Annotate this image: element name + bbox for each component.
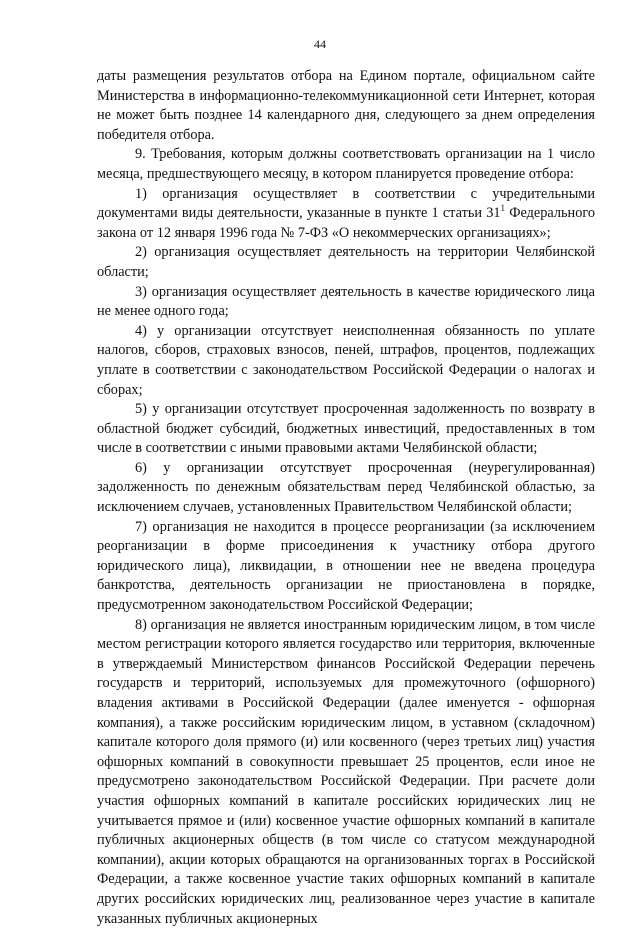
item-1-text: 1) организация осуществляет в соответствии с учредительными документами виды деятельности, указанные в пункте 1 статьи 31 <box>97 185 595 222</box>
item-1-text-tail: Федерального закона от 12 января 1996 года № 7-ФЗ «О некоммерческих организациях»; <box>97 205 595 241</box>
paragraph-item-8: 8) организация не является иностранным юридическим лицом, в том числе местом регистрации которого является государство или территория, включенные в утверждаемый Министерством финансов Российской Федерации перечень государств и территорий, используемых для промежуточного (офшорного) владения активами в Российской Федерации (далее именуется - офшорная компания), а также российским юридическим лицом, в уставном (складочном) капитале которого доля прямого (и) или косвенного (через третьих лиц) участия офшорных компаний в совокупности превышает 25 процентов, если иное не предусмотрено законодательством Российской Федерации. При расчете доли участия офшорных компаний в капитале российских юридических лиц не учитывается прямое и (или) косвенное участие офшорных компаний в капитале публичных акционерных обществ (в том числе со статусом международной компании), акции которых обращаются на организованных торгах в Российской Федерации, а также косвенное участие таких офшорных компаний в капитале других российских юридических лиц, реализованное через участие в капитале указанных публичных акционерных <box>97 616 595 927</box>
paragraph-item-2: 2) организация осуществляет деятельность на территории Челябинской области; <box>97 244 595 280</box>
paragraph-item-1 <box>97 185 595 244</box>
item-1-superscript: 1 <box>500 203 505 214</box>
document-body <box>97 67 595 929</box>
paragraph-item-7: 7) организация не находится в процессе реорганизации (за исключением реорганизации в форме присоединения к участнику отбора другого юридического лица), ликвидации, в отношении нее не введена процедура банкротства, деятельность организации не приостановлена в порядке, предусмотренном законодательством Российской Федерации; <box>97 518 595 614</box>
page-number: 44 <box>314 37 326 51</box>
paragraph-item-6: 6) у организации отсутствует просроченная (неурегулированная) задолженность по денежным обязательствам перед Челябинской областью, за исключением случаев, установленных Правительством Челябинской области; <box>97 459 595 516</box>
paragraph-item-3: 3) организация осуществляет деятельность в качестве юридического лица не менее одного года; <box>97 283 595 320</box>
paragraph-continuation: даты размещения результатов отбора на Едином портале, официальном сайте Министерства в информационно-телекоммуникационной сети Интернет, которая не может быть позднее 14 календарного дня, следующего за днем определения победителя отбора. <box>97 68 595 143</box>
paragraph-item-4: 4) у организации отсутствует неисполненная обязанность по уплате налогов, сборов, страховых взносов, пеней, штрафов, процентов, подлежащих уплате в соответствии с законодательством Российской Федерации о налогах и сборах; <box>97 322 595 398</box>
paragraph-item-5: 5) у организации отсутствует просроченная задолженность по возврату в областной бюджет субсидий, бюджетных инвестиций, предоставленных в том числе в соответствии с иными правовыми актами Челябинской области; <box>97 401 595 457</box>
paragraph-requirements-intro: 9. Требования, которым должны соответствовать организации на 1 число месяца, предшествующего месяцу, в котором планируется проведение отбора: <box>97 146 595 182</box>
